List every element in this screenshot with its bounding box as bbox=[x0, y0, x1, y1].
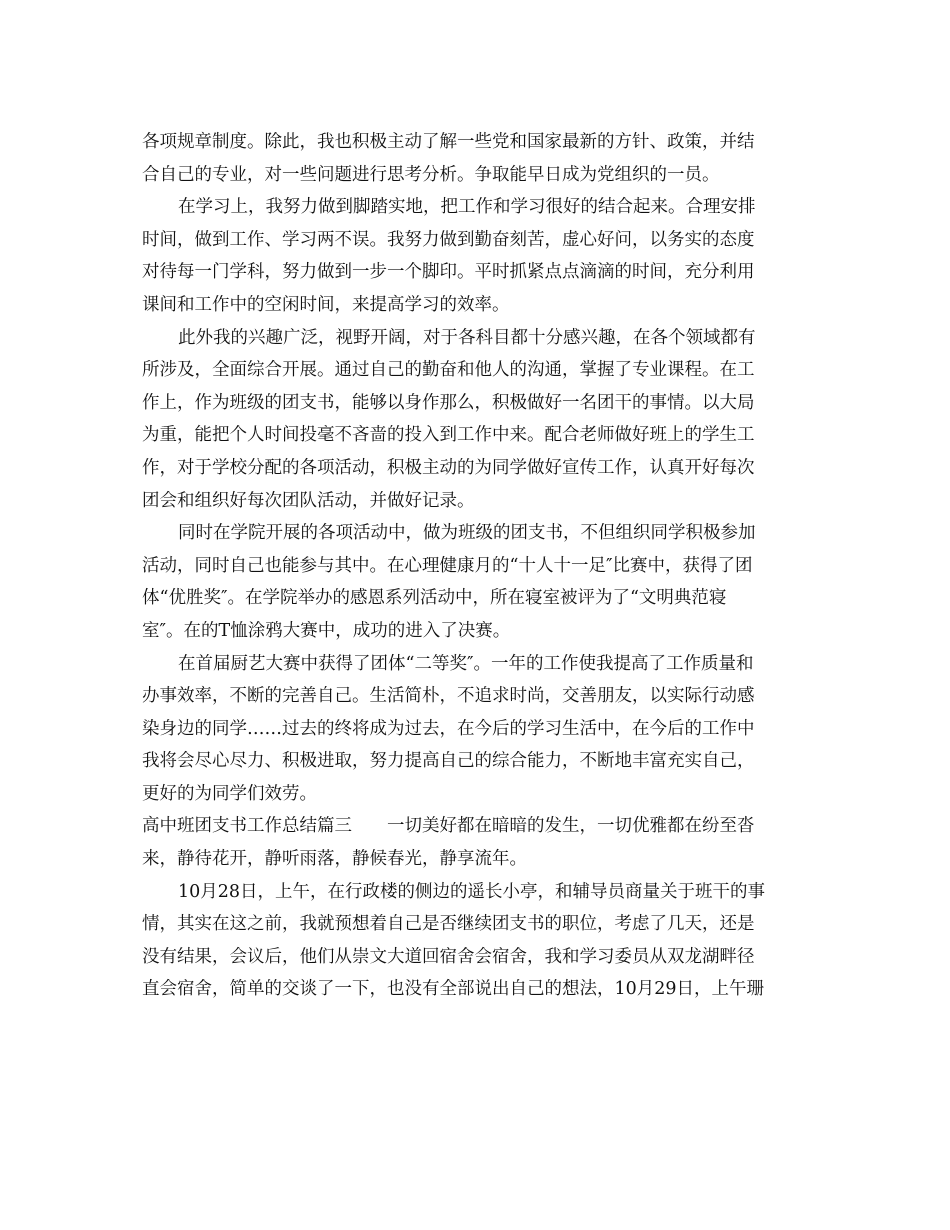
text-line: 为重，能把个人时间投毫不吝啬的投入到工作中来。配合老师做好班上的学生工 bbox=[142, 425, 755, 446]
text-line: 课间和工作中的空闲时间，来提高学习的效率。 bbox=[142, 294, 510, 315]
text-line: 同时在学院开展的各项活动中，做为班级的团支书，不但组织同学积极参加 bbox=[178, 523, 756, 544]
text-line: 染身边的同学……过去的终将成为过去，在今后的学习生活中，在今后的工作中 bbox=[142, 718, 755, 739]
text-line: 活动，同时自己也能参与其中。在心理健康月的“十人十一足″比赛中，获得了团 bbox=[142, 555, 753, 576]
text-line: 时间，做到工作、学习两不误。我努力做到勤奋刻苦，虚心好问，以务实的态度 bbox=[142, 229, 755, 250]
text-line: 对待每一门学科，努力做到一步一个脚印。平时抓紧点点滴滴的时间，充分利用 bbox=[142, 262, 755, 283]
text-line: 在学习上，我努力做到脚踏实地，把工作和学习很好的结合起来。合理安排 bbox=[178, 197, 756, 218]
text-line: 团会和组织好每次团队活动，并做好记录。 bbox=[142, 490, 475, 511]
text-line: 高中班团支书工作总结篇三 一切美好都在暗暗的发生，一切优雅都在纷至沓 bbox=[142, 816, 755, 837]
text-line: 作上，作为班级的团支书，能够以身作那么，积极做好一名团干的事情。以大局 bbox=[142, 392, 755, 413]
text-line: 办事效率，不断的完善自己。生活简朴，不追求时尚，交善朋友，以实际行动感 bbox=[142, 686, 755, 707]
text-line: 所涉及，全面综合开展。通过自己的勤奋和他人的沟通，掌握了专业课程。在工 bbox=[142, 360, 755, 381]
text-line: 体“优胜奖″。在学院举办的感恩系列活动中，所在寝室被评为了“文明典范寝 bbox=[142, 588, 727, 609]
text-line: 在首届厨艺大赛中获得了团体“二等奖″。一年的工作使我提高了工作质量和 bbox=[178, 653, 754, 674]
text-line: 10月28日，上午，在行政楼的侧边的遥长小亭，和辅导员商量关于班干的事 bbox=[178, 881, 766, 902]
text-line: 此外我的兴趣广泛，视野开阔，对于各科目都十分感兴趣，在各个领域都有 bbox=[178, 327, 756, 348]
body-text bbox=[142, 126, 822, 1006]
text-line: 室″。在的T恤涂鸦大赛中，成功的进入了决赛。 bbox=[142, 620, 511, 641]
text-line: 作，对于学校分配的各项活动，积极主动的为同学做好宣传工作，认真开好每次 bbox=[142, 457, 755, 478]
text-line: 情，其实在这之前，我就预想着自己是否继续团支书的职位，考虑了几天，还是 bbox=[142, 914, 755, 935]
text-line: 各项规章制度。除此，我也积极主动了解一些党和国家最新的方针、政策，并结 bbox=[142, 132, 755, 152]
text-line: 没有结果，会议后，他们从崇文大道回宿舍会宿舍，我和学习委员从双龙湖畔径 bbox=[142, 946, 755, 967]
text-line: 直会宿舍，简单的交谈了一下，也没有全部说出自己的想法，10月29日，上午珊 bbox=[142, 979, 765, 1000]
text-line: 来，静待花开，静听雨落，静候春光，静享流年。 bbox=[142, 849, 527, 870]
text-line: 我将会尽心尽力、积极进取，努力提高自己的综合能力，不断地丰富充实自己， bbox=[142, 751, 755, 772]
text-line: 合自己的专业，对一些问题进行思考分析。争取能早日成为党组织的一员。 bbox=[142, 164, 720, 185]
text-line: 更好的为同学们效劳。 bbox=[142, 783, 317, 804]
